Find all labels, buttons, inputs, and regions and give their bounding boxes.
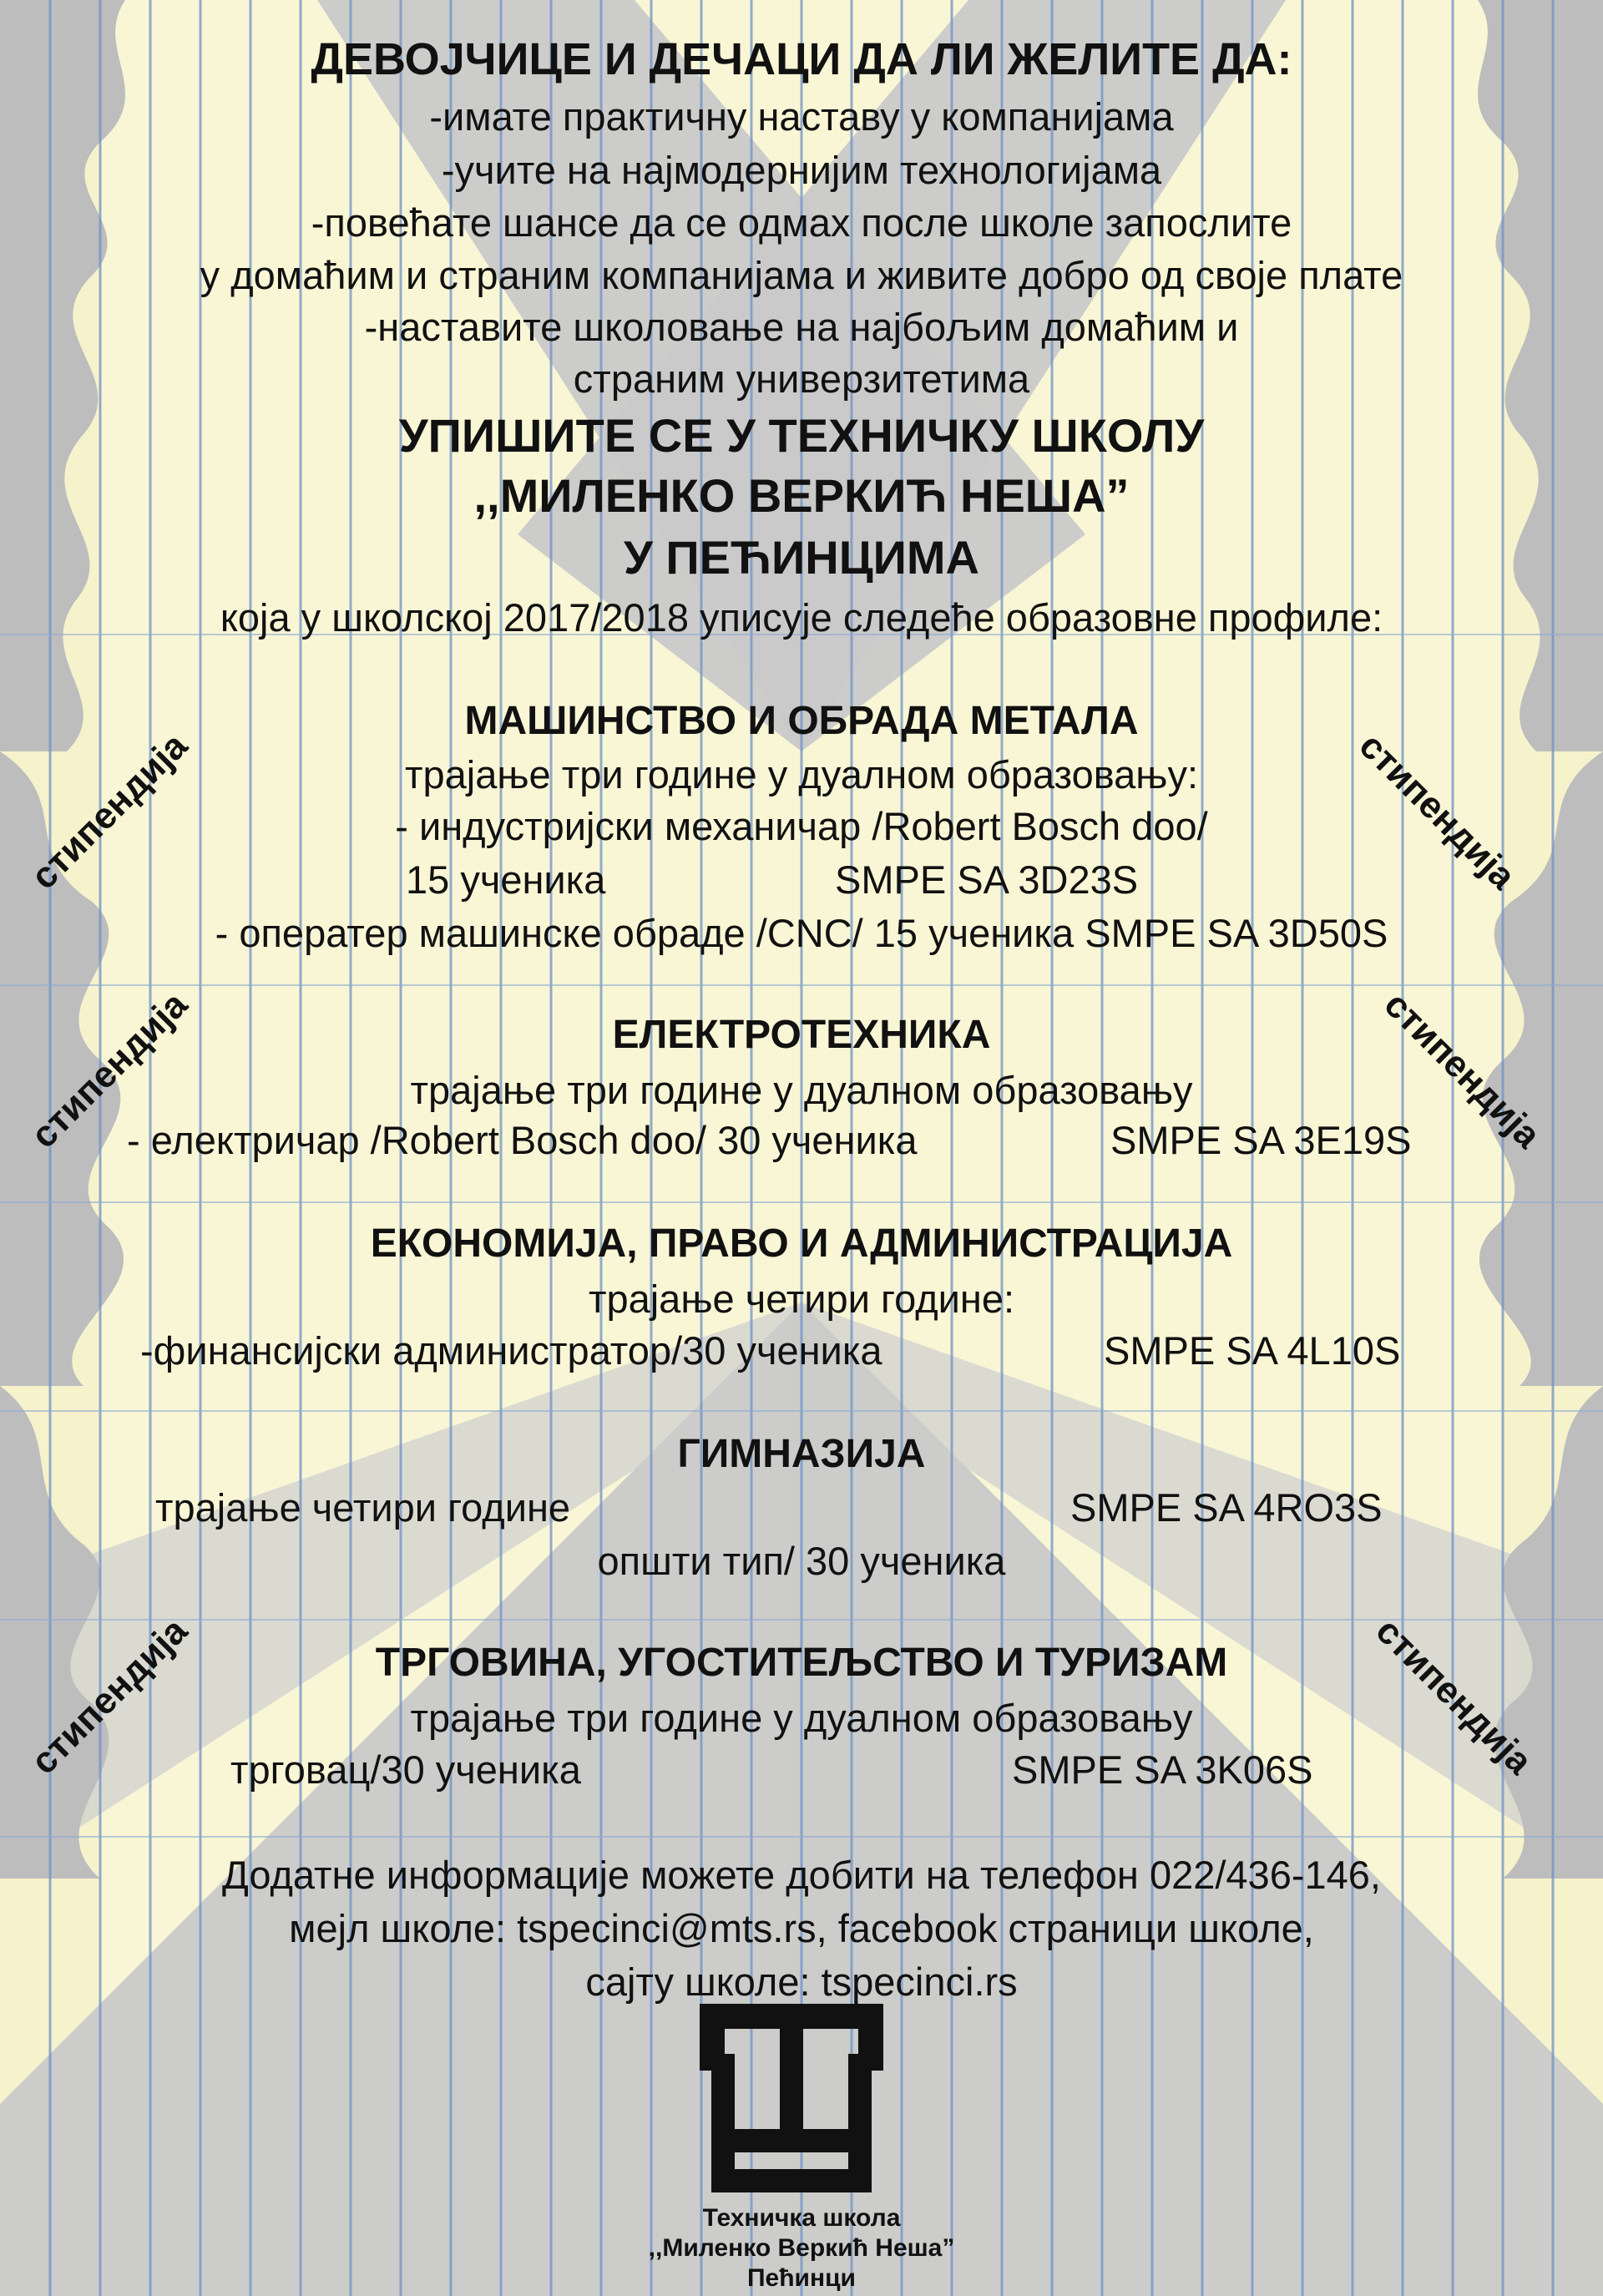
benefit-5: -наставите школовање на најбољим домаћим и	[364, 305, 1239, 349]
electro-item-1: - електричар /Robert Bosch doo/ 30 ученика	[127, 1118, 918, 1162]
main-heading: ДЕВОЈЧИЦЕ И ДЕЧАЦИ ДА ЛИ ЖЕЛИТЕ ДА:	[311, 34, 1292, 84]
trade-duration: трајање три године у дуалном образовању	[410, 1696, 1193, 1740]
economy-title: ЕКОНОМИЈА, ПРАВО И АДМИНИСТРАЦИЈА	[370, 1221, 1233, 1266]
trade-item-1: трговац/30 ученика	[230, 1747, 581, 1792]
economy-item-1-code: SMPE SA 4L10S	[1104, 1328, 1401, 1373]
mechanical-item-1-count: 15 ученика	[406, 857, 606, 902]
scholarship-tag-right-1: стипендија	[1351, 725, 1524, 898]
contact-line-2: мејл школе: tspecinci@mts.rs, facebook страници школе,	[289, 1906, 1314, 1950]
gymnasium-title: ГИМНАЗИЈА	[677, 1432, 926, 1476]
scholarship-tag-right-3: стипендија	[1368, 1610, 1540, 1783]
economy-duration: трајање четири године:	[588, 1277, 1015, 1321]
enroll-intro: која у школској 2017/2018 уписује следеће образовне профиле:	[220, 595, 1383, 640]
benefit-2: -учите на најмодернијим технологијама	[441, 148, 1162, 192]
enroll-line-1: УПИШИТЕ СЕ У ТЕХНИЧКУ ШКОЛУ	[398, 409, 1205, 462]
mechanical-item-1: - индустријски механичар /Robert Bosch doo/	[395, 804, 1208, 848]
gymnasium-duration: трајање четири године	[155, 1485, 571, 1530]
trade-item-1-code: SMPE SA 3K06S	[1012, 1747, 1313, 1792]
school-logo	[700, 2004, 883, 2192]
electro-item-1-code: SMPE SA 3E19S	[1110, 1118, 1412, 1162]
trade-title: ТРГОВИНА, УГОСТИТЕЉСТВО И ТУРИЗАМ	[375, 1641, 1228, 1685]
school-name: ,,МИЛЕНКО ВЕРКИЋ НЕША”	[473, 469, 1130, 522]
contact-line-3: сајту школе: tspecinci.rs	[585, 1960, 1018, 2004]
scholarship-tag-right-2: стипендија	[1376, 984, 1549, 1156]
economy-item-1: -финансијски администратор/30 ученика	[140, 1328, 882, 1373]
school-location: У ПЕЋИНЦИМА	[624, 531, 979, 584]
footer-line-1: Техничка школа	[702, 2204, 901, 2232]
scholarship-tag-left-3: стипендија	[23, 1610, 195, 1783]
electro-duration: трајање три године у дуалном образовању	[410, 1068, 1193, 1112]
footer-line-3: Пећинци	[746, 2264, 857, 2292]
mechanical-item-2: - оператер машинске обраде /CNC/ 15 ученика SMPE SA 3D50S	[215, 911, 1388, 955]
benefit-1: -имате практичну наставу у компанијама	[429, 94, 1174, 139]
mechanical-item-1-code: SMPE SA 3D23S	[835, 857, 1139, 902]
footer-line-2: ,,Миленко Веркић Неша”	[648, 2234, 955, 2262]
mechanical-duration: трајање три године у дуалном образовању:	[404, 752, 1199, 797]
gymnasium-item-1: општи тип/ 30 ученика	[597, 1539, 1006, 1583]
benefit-3: -повећате шансе да се одмах после школе запослите	[311, 200, 1292, 245]
benefit-4: у домаћим и страним компанијама и живите добро од своје плате	[200, 253, 1403, 297]
benefit-6: страним универзитетима	[573, 357, 1030, 401]
contact-line-1: Додатне информације можете добити на телефон 022/436-146,	[222, 1853, 1381, 1897]
scholarship-tag-left-1: стипендија	[23, 725, 195, 898]
gymnasium-code: SMPE SA 4RO3S	[1070, 1485, 1383, 1530]
mechanical-title: МАШИНСТВО И ОБРАДА МЕТАЛА	[464, 699, 1139, 743]
scholarship-tag-left-2: стипендија	[23, 984, 195, 1156]
electro-title: ЕЛЕКТРОТЕХНИКА	[612, 1013, 991, 1057]
